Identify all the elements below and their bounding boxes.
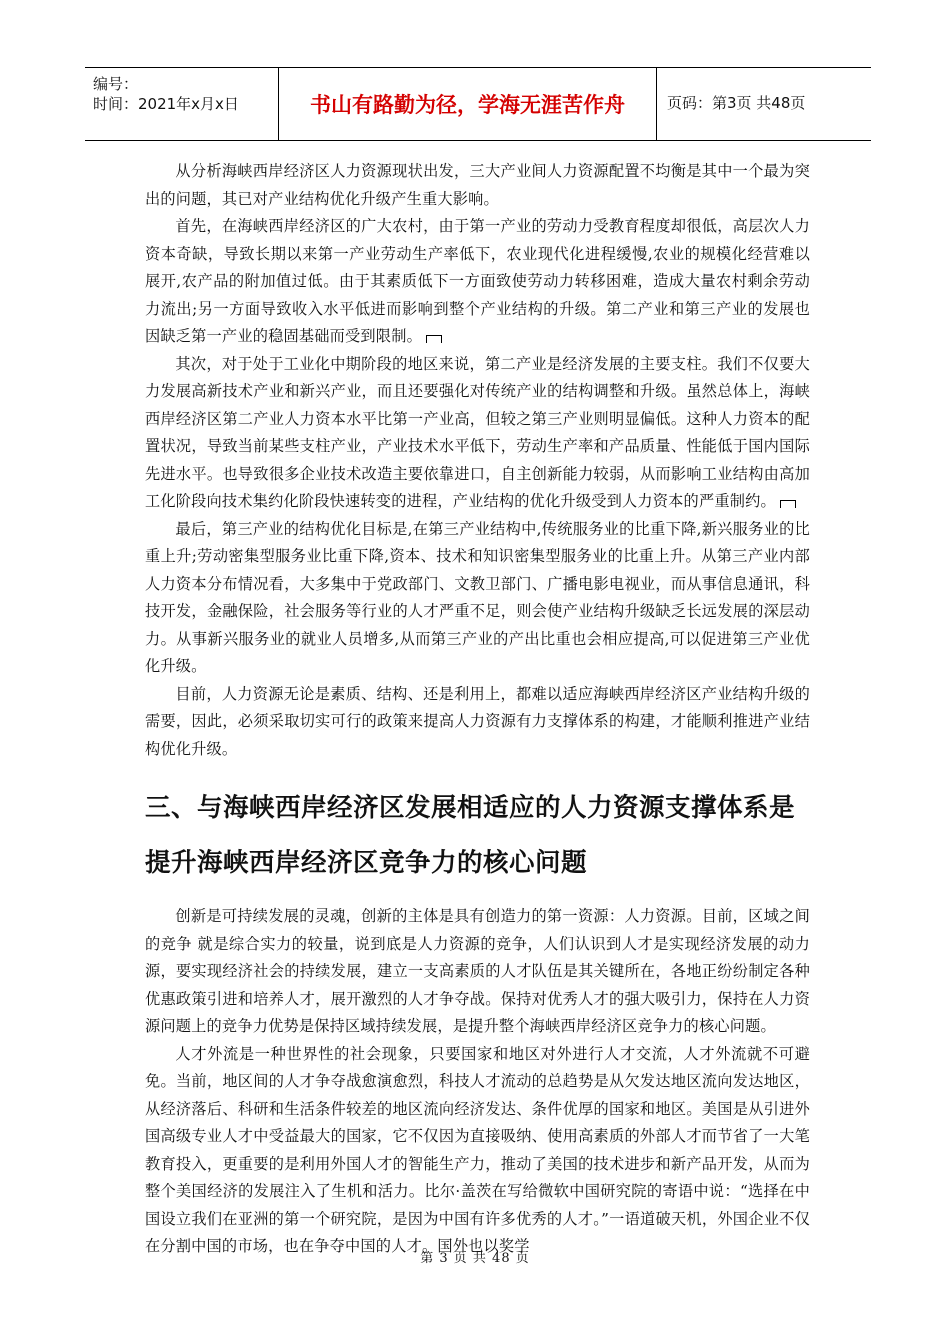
paragraph: 创新是可持续发展的灵魂，创新的主体是具有创造力的第一资源：人力资源。目前，区域之间的竞争 就是综合实力的较量，说到底是人力资源的竞争，人们认识到人才是实现经济发展的动力源，要实现经济社会的持续发展，建立一支高素质的人才队伍是其关键所在，各地正纷纷制定各种优惠政策引进和培养人才，展开激烈的人才争夺战。保持对优秀人才的强大吸引力，保持在人力资源问题上的竞争力优势是保持区域持续发展，是提升整个海峡西岸经济区竞争力的核心问题。 — [145, 907, 810, 1035]
header-table — [85, 67, 871, 141]
paragraph: 从分析海峡西岸经济区人力资源现状出发，三大产业间人力资源配置不均衡是其中一个最为突出的问题，其已对产业结构优化升级产生重大影响。 — [145, 162, 810, 208]
paragraph-mark-icon — [780, 500, 796, 508]
paragraph: 人才外流是一种世界性的社会现象，只要国家和地区对外进行人才交流，人才外流就不可避免。当前，地区间的人才争夺战愈演愈烈，科技人才流动的总趋势是从欠发达地区流向发达地区，从经济落后、科研和生活条件较差的地区流向经济发达、条件优厚的国家和地区。美国是从引进外国高级专业人才中受益最大的国家，它不仅因为直接吸纳、使用高素质的外部人才而节省了一大笔教育投入，更重要的是利用外国人才的智能生产力，推动了美国的技术进步和新产品开发，从而为整个美国经济的发展注入了生机和活力。比尔·盖茨在写给微软中国研究院的寄语中说：“选择在中国设立我们在亚洲的第一个研究院，是因为中国有许多优秀的人才。”一语道破天机，外国企业不仅在分割中国的市场，也在争夺中国的人才。国外也以奖学 — [145, 1044, 810, 1255]
header-page-cell — [656, 68, 872, 140]
paragraph: 其次，对于处于工业化中期阶段的地区来说，第二产业是经济发展的主要支柱。我们不仅要大力发展高新技术产业和新兴产业，而且还要强化对传统产业的结构调整和升级。虽然总体上，海峡西岸经济区第二产业人力资本水平比第一产业高，但较之第三产业则明显偏低。这种人力资本的配置状况，导致当前某些支柱产业，产业技术水平低下，劳动生产率和产品质量、性能低于国内国际先进水平。也导致很多企业技术改造主要依靠进口，自主创新能力较弱，从而影响工业结构由高加工化阶段向技术集约化阶段快速转变的进程，产业结构的优化升级受到人力资本的严重制约。 — [145, 354, 810, 510]
time-label: 时间：2021年x月x日 — [93, 95, 239, 113]
paragraph: 最后，第三产业的结构优化目标是,在第三产业结构中,传统服务业的比重下降,新兴服务业的比重上升;劳动密集型服务业比重下降,资本、技术和知识密集型服务业的比重上升。从第三产业内部人力资本分布情况看，大多集中于党政部门、文教卫部门、广播电影电视业，而从事信息通讯，科技开发，金融保险，社会服务等行业的人才严重不足，则会使产业结构升级缺乏长远发展的深层动力。从事新兴服务业的就业人员增多,从而第三产业的产出比重也会相应提高,可以促进第三产业优化升级。 — [145, 519, 810, 675]
section-heading: 三、与海峡西岸经济区发展相适应的人力资源支撑体系是提升海峡西岸经济区竞争力的核心问题 — [145, 793, 796, 878]
paragraph-mark-icon — [426, 335, 442, 343]
page-info: 页码：第3页 共48页 — [667, 94, 806, 112]
header-motto-cell — [279, 68, 656, 140]
document-body — [145, 158, 810, 1261]
paragraph: 首先，在海峡西岸经济区的广大农村，由于第一产业的劳动力受教育程度却很低，高层次人力资本奇缺，导致长期以来第一产业劳动生产率低下，农业现代化进程缓慢,农业的规模化经营难以展开,农产品的附加值过低。由于其素质低下一方面致使劳动力转移困难，造成大量农村剩余劳动力流出;另一方面导致收入水平低进而影响到整个产业结构的升级。第二产业和第三产业的发展也因缺乏第一产业的稳固基础而受到限制。 — [145, 217, 810, 345]
header-left-cell — [85, 68, 279, 140]
page-footer: 第 3 页 共 48 页 — [420, 1251, 530, 1266]
motto: 书山有路勤为径，学海无涯苦作舟 — [310, 93, 625, 117]
paragraph: 目前，人力资源无论是素质、结构、还是利用上，都难以适应海峡西岸经济区产业结构升级的需要，因此，必须采取切实可行的政策来提高人力资源有力支撑体系的构建，才能顺利推进产业结构优化升级。 — [145, 684, 810, 758]
number-label: 编号： — [93, 75, 139, 93]
